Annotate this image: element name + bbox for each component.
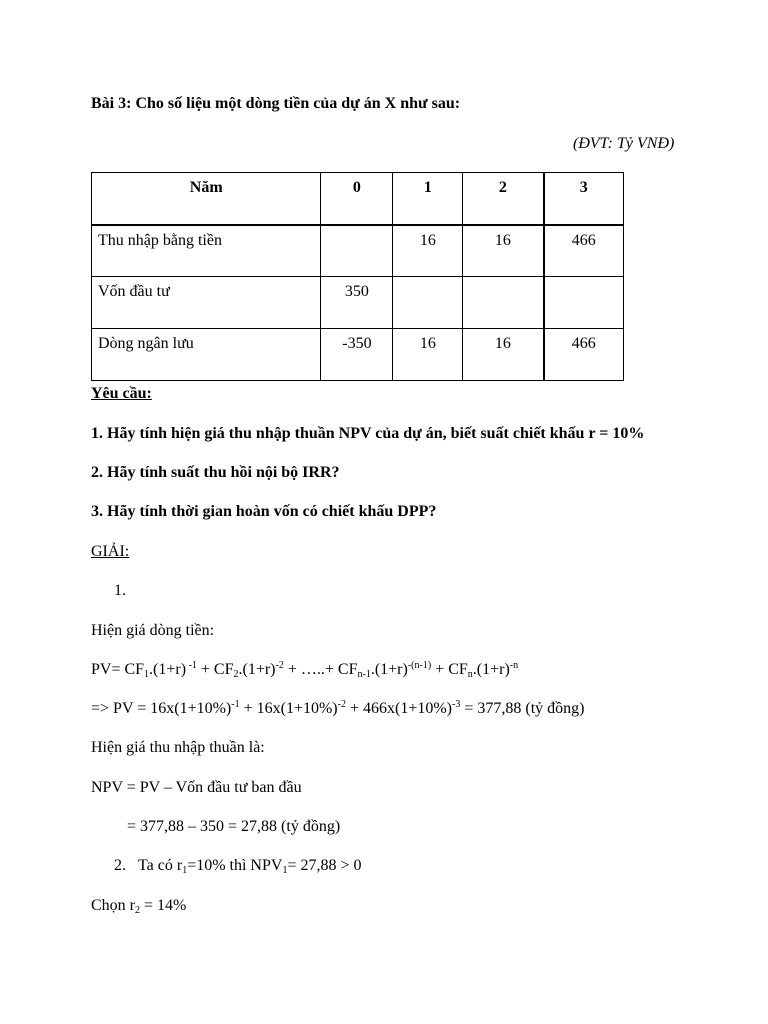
npv-formula: NPV = PV – Vốn đầu tư ban đầu [91, 779, 302, 796]
table-header: Năm [92, 173, 321, 225]
table-cell: 466 [544, 225, 624, 277]
solution-heading: GIẢI: [91, 543, 130, 560]
table-row [92, 277, 624, 329]
cash-flow-table [91, 172, 624, 381]
table-row [92, 329, 624, 381]
step-1-marker: 1. [114, 582, 126, 599]
table-cell: Thu nhập bằng tiền [92, 225, 321, 277]
npv-label: Hiện giá thu nhập thuần là: [91, 739, 265, 756]
requirement-item: 1. Hãy tính hiện giá thu nhập thuần NPV của dự án, biết suất chiết khấu r = 10% [91, 425, 645, 442]
requirements-heading: Yêu cầu: [91, 385, 152, 402]
npv-calculation: = 377,88 – 350 = 27,88 (tỷ đồng) [127, 818, 341, 835]
unit-note: (ĐVT: Tỷ VNĐ) [573, 135, 675, 152]
requirement-item: 2. Hãy tính suất thu hồi nội bộ IRR? [91, 464, 340, 481]
table-cell: -350 [321, 329, 393, 381]
table-cell: 16 [463, 329, 544, 381]
table-header: 3 [544, 173, 624, 225]
pv-label: Hiện giá dòng tiền: [91, 622, 215, 639]
table-row [92, 225, 624, 277]
table-cell: 16 [393, 329, 463, 381]
table-cell: Dòng ngân lưu [92, 329, 321, 381]
table-cell: Vốn đầu tư [92, 277, 321, 329]
requirement-item: 3. Hãy tính thời gian hoàn vốn có chiết khấu DPP? [91, 503, 437, 520]
table-cell [544, 277, 624, 329]
pv-formula: $PV= CF_1.(1+r) ^{-1} + CF_2.(1+r)^{-2}$ + …..+ $CF_{n-1}.(1+r)^{-(n-1)} + CF_n.(1+r)^{-n}$ [91, 660, 519, 680]
table-cell [463, 277, 544, 329]
table-cell: 466 [544, 329, 624, 381]
table-cell [393, 277, 463, 329]
step-2-line: 2. Ta có $r_1=10\%$ thì $NPV_1= 27,88 > 0$ [114, 857, 362, 876]
table-cell: 350 [321, 277, 393, 329]
pv-calculation: => PV = $16x(1+10\%)^{-1} + 16x(1+10\%)^{-2} + 466x(1+10\%)^{-3} = 377,88$ (tỷ đồng) [91, 699, 585, 717]
table-header: 0 [321, 173, 393, 225]
table-header-row [92, 173, 624, 225]
table-header: 1 [393, 173, 463, 225]
choose-r2: Chọn $r_2 = 14\%$ [91, 897, 187, 916]
table-header: 2 [463, 173, 544, 225]
table-cell: 16 [463, 225, 544, 277]
problem-title: Bài 3: Cho số liệu một dòng tiền của dự án X như sau: [91, 95, 461, 112]
table-cell: 16 [393, 225, 463, 277]
table-cell [321, 225, 393, 277]
